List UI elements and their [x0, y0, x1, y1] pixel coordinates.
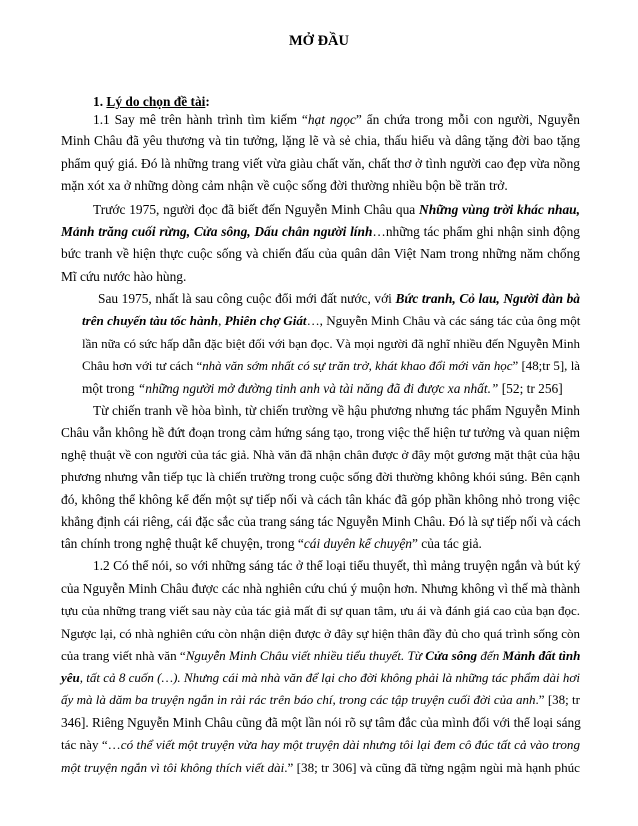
- paragraph-2-line-3: bức tranh về hiện thực cuộc sống và chiến đấu của quân dân Việt Nam trong những năm chống: [61, 246, 580, 261]
- paragraph-2-line-2: Mảnh trăng cuối rừng, Cửa sông, Dấu chân người lính…những tác phẩm ghi nhận sinh động: [61, 224, 580, 239]
- page-title: MỞ ĐẦU: [288, 33, 349, 49]
- paragraph-5-line-3: tựu của những trang viết sau này của tác giả mất đi sự quan tâm, ưu ái và đánh giá cao của bạn đọc.: [61, 603, 580, 618]
- section-heading-text: Lý do chọn đề tài: [106, 94, 206, 109]
- paragraph-4-line-3: nghệ thuật về con người của tác giả. Nhà văn đã nhận chân được ở đây một gương mặt thật của hậu: [61, 447, 580, 462]
- paragraph-3-line-2: trên chuyến tàu tốc hành, Phiên chợ Giát…, Nguyễn Minh Châu và các sáng tác của ông một: [82, 313, 581, 328]
- paragraph-4-line-1: Từ chiến tranh về hòa bình, từ chiến trường về hậu phương nhưng tác phẩm Nguyễn Minh: [93, 403, 580, 418]
- paragraph-2-line-4: Mĩ cứu nước hào hùng.: [61, 269, 187, 284]
- paragraph-3-line-3: lần nữa có sức hấp dẫn đặc biệt đối với bạn đọc. Và mọi người đã nghĩ nhiều đến Nguyễn Minh: [82, 336, 580, 351]
- paragraph-4-line-5: đó, không thể không kể đến một sự tiếp nối và cách tân khác đã góp phần không nhỏ trong việc: [61, 492, 580, 507]
- paragraph-4-line-2: Châu vẫn không hề đứt đoạn trong cảm hứng sáng tạo, trong việc thể hiện tư tưởng và quan niệm: [61, 425, 580, 440]
- paragraph-5-line-6: yêu, tất cả 8 cuốn (…). Nhưng cái mà nhà văn để lại cho đời không phải là những tác phẩm dài hơi: [61, 670, 580, 685]
- section-heading: [93, 94, 210, 110]
- paragraph-4-line-7: tân chính trong nghệ thuật kể chuyện, trong “cái duyên kể chuyện” của tác giả.: [61, 536, 482, 551]
- paragraph-5-line-1: 1.2 Có thể nói, so với những sáng tác ở thể loại tiểu thuyết, thì mảng truyện ngắn và bút ký: [93, 558, 581, 573]
- section-heading-colon: :: [205, 94, 210, 109]
- paragraph-1-line-2: Minh Châu đã yêu thương và tin tưởng, lặng lẽ và sẻ chia, thấu hiểu và dâng tặng đời bao tặng: [61, 133, 580, 148]
- paragraph-5-line-7: ấy mà là dăm ba truyện ngắn in rải rác trên báo chí, trong các tập truyện cuối đời của anh.” [38; tr: [61, 692, 581, 707]
- paragraph-3-line-1: Sau 1975, nhất là sau công cuộc đổi mới đất nước, với Bức tranh, Cỏ lau, Người đàn bà: [98, 291, 580, 306]
- paragraph-3-line-5: một trong “những người mở đường tinh anh và tài năng đã đi được xa nhất.” [52; tr 256]: [82, 381, 563, 396]
- paragraph-5-line-4: Ngược lại, có nhà nghiên cứu còn nhận diện được ở đây sự hiện thân đầy đủ cho quá trình sống còn: [61, 626, 580, 641]
- paragraph-1-line-1: 1.1 Say mê trên hành trình tìm kiếm “hạt ngọc” ẩn chứa trong mỗi con người, Nguyễn: [93, 112, 580, 127]
- paragraph-2-line-1: Trước 1975, người đọc đã biết đến Nguyễn Minh Châu qua Những vùng trời khác nhau,: [93, 202, 580, 217]
- paragraph-4-line-6: khẳng định cái riêng, cái đặc sắc của trang sáng tác Nguyễn Minh Châu. Đó là sự tiếp nối và cách: [61, 514, 581, 529]
- paragraph-3-line-4: Châu hơn với tư cách “nhà văn sớm nhất có sự trăn trở, khát khao đổi mới văn học” [48;tr 5], là: [82, 359, 580, 373]
- paragraph-5-line-2: của Nguyễn Minh Châu được các nhà nghiên cứu chú ý muộn hơn. Nhưng không vì thế mà thành: [61, 581, 581, 596]
- paragraph-4-line-4: phương nhưng vẫn tiếp tục là chiến trường trong cuộc sống đời thường không khói súng. Bên cạnh: [61, 469, 580, 484]
- paragraph-5-line-10: một truyện ngắn vì tôi không thích viết dài.” [38; tr 306] và cũng đã từng ngậm ngùi mà hạnh phúc: [61, 760, 580, 775]
- paragraph-1-line-3: phẩm quý giá. Đó là những trang viết vừa giàu chất văn, chất thơ ở tình người cao đẹp vừa nồng: [61, 156, 580, 171]
- paragraph-5-line-9: tác này “…có thể viết một truyện vừa hay một truyện dài nhưng tôi lại đem cô đúc tất cả vào trong: [61, 737, 581, 752]
- section-number: 1.: [93, 94, 104, 109]
- paragraph-5-line-5: của trang viết nhà văn “Nguyễn Minh Châu viết nhiều tiểu thuyết. Từ Cửa sông đến Mảnh đất tình: [61, 648, 581, 663]
- paragraph-1-line-4: mặn xót xa ở những dòng cảm nhận về cuộc sống đời thường nhiều bộn bề trăn trở.: [61, 178, 508, 193]
- paragraph-5-line-8: 346]. Riêng Nguyễn Minh Châu cũng đã một lần nói rõ sự tâm đắc của mình đối với thể loại sáng: [61, 715, 581, 730]
